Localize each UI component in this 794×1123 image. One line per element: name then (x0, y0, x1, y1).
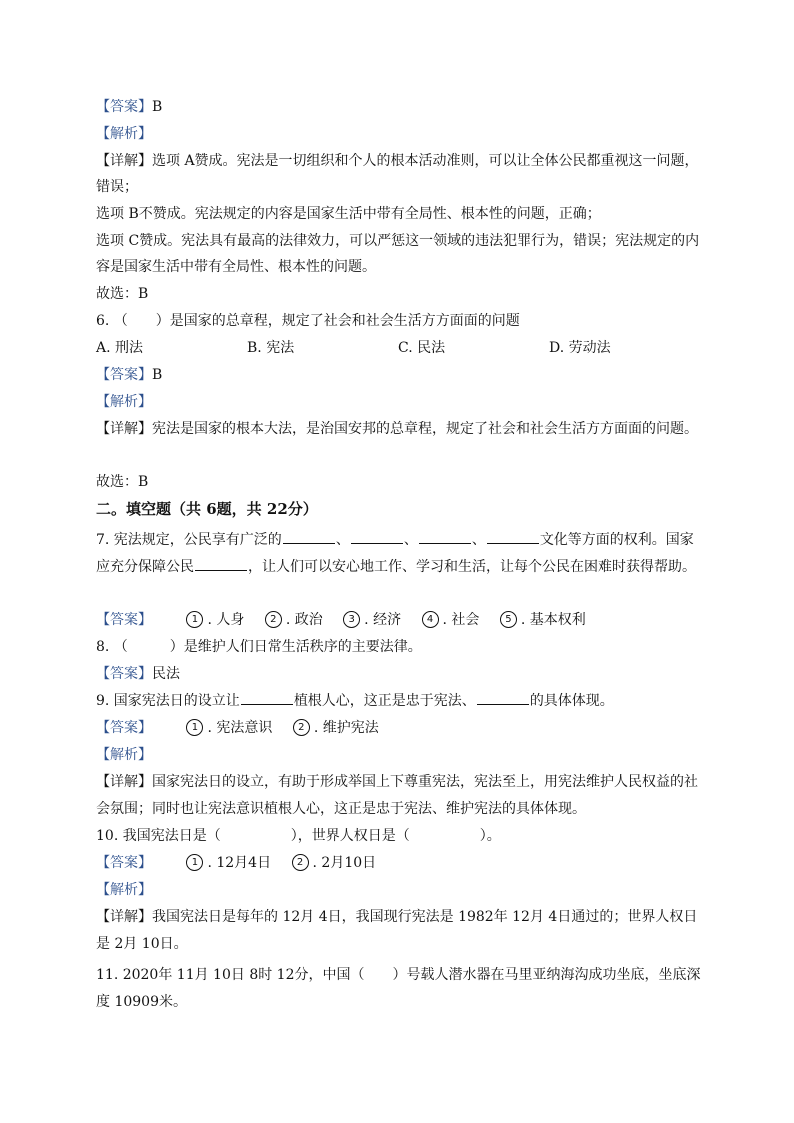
q5-answer: B (152, 99, 163, 115)
q9-answer-line (96, 715, 700, 742)
q8-answer: 民法 (152, 666, 180, 682)
q5-detail-text-1: 选项 A赞成。宪法是一切组织和个人的根本活动准则，可以让全体公民都重视这一问题， (152, 153, 699, 169)
q9-analysis-line (96, 742, 700, 769)
q9-stem-a: 9. 国家宪法日的设立让 (96, 693, 240, 709)
q5-detail-line-4: 选项 C赞成。宪法具有最高的法律效力，可以严惩这一领域的违法犯罪行为，错误；宪法规定的内 (96, 233, 700, 249)
circled-number: 2 (292, 854, 309, 871)
fill-blank (283, 529, 335, 544)
q10-analysis-line (96, 877, 700, 904)
answer-text: . 人身 (207, 612, 245, 628)
answer-text: . 12月4日 (207, 855, 272, 871)
detail-tag: 【详解】 (96, 153, 152, 169)
q5-detail-line-2: 错误； (96, 179, 138, 195)
circled-number: 2 (293, 719, 310, 736)
q6-detail-line (96, 416, 700, 443)
answer-text: . 基本权利 (520, 612, 586, 628)
answer-text: . 宪法意识 (207, 720, 273, 736)
fill-blank (419, 529, 471, 544)
detail-tag: 【详解】 (96, 774, 152, 790)
q7-stem-c: 应充分保障公民 (96, 559, 194, 575)
q6-option-c: C. 民法 (398, 340, 446, 356)
q8-answer-line (96, 661, 700, 688)
q7-answer-line (96, 607, 700, 634)
q7-stem-d: ，让人们可以安心地工作、学习和生活，让每个公民在困难时获得帮助。 (248, 559, 696, 575)
section-title: 二。填空题（共 6题，共 22分） (96, 500, 318, 518)
circled-number: 1 (186, 611, 203, 628)
separator: 、 (403, 532, 418, 548)
q10-stem: 10. 我国宪法日是（ ），世界人权日是（ ）。 (96, 828, 501, 844)
circled-number: 3 (343, 611, 360, 628)
q6-options (96, 335, 700, 362)
circled-number: 1 (186, 719, 203, 736)
separator: 、 (471, 532, 486, 548)
q5-detail-line-1 (96, 148, 700, 174)
q6-detail-text: 宪法是国家的根本大法，是治国安邦的总章程，规定了社会和社会生活方方面面的问题。 (152, 421, 698, 437)
answer-tag: 【答案】 (96, 99, 152, 115)
fill-blank (241, 690, 293, 705)
q9-detail-line-1 (96, 769, 700, 796)
q6-choose-line (96, 469, 700, 496)
q7-stem-a: 7. 宪法规定，公民享有广泛的 (96, 532, 282, 548)
answer-tag: 【答案】 (96, 367, 152, 383)
choose-label: 故选： (96, 474, 138, 490)
q11-stem-line-1: 11. 2020年 11月 10日 8时 12分，中国（ ）号载人潜水器在马里亚纳海沟成功坐底，坐底深 (96, 967, 701, 983)
q7-answer-1 (186, 607, 244, 634)
q5-detail-line-3: 选项 B不赞成。宪法规定的内容是国家生活中带有全局性、根本性的问题，正确； (96, 206, 601, 222)
q7-answer-4 (422, 607, 480, 634)
q6-stem: 6. （ ）是国家的总章程，规定了社会和社会生活方方面面的问题 (96, 313, 520, 329)
detail-tag: 【详解】 (96, 421, 152, 437)
circled-number: 5 (500, 611, 517, 628)
answer-text: . 2月10日 (312, 855, 377, 871)
q10-answer-line (96, 850, 700, 877)
circled-number: 4 (422, 611, 439, 628)
q6-choose-value: B (138, 474, 149, 490)
q5-detail-line-5: 容是国家生活中带有全局性、根本性的问题。 (96, 259, 376, 275)
q9-stem-b: 植根人心，这正是忠于宪法、 (293, 693, 476, 709)
answer-text: . 政治 (285, 612, 323, 628)
answer-text: . 社会 (442, 612, 480, 628)
spacer (96, 581, 700, 607)
q9-stem (96, 688, 700, 715)
answer-text: . 经济 (364, 612, 402, 628)
q6-answer: B (152, 367, 163, 383)
q10-detail-text-1: 我国宪法日是每年的 12月 4日，我国现行宪法是 1982年 12月 4日通过的；世界人权日 (152, 909, 698, 925)
q6-answer-line (96, 362, 700, 389)
q10-detail-line-1 (96, 904, 700, 931)
analysis-tag: 【解析】 (96, 747, 152, 763)
fill-blank (487, 529, 539, 544)
q9-detail-line-2: 会氛围；同时也让宪法意识植根人心，这正是忠于宪法、维护宪法的具体体现。 (96, 801, 586, 817)
fill-blank (351, 529, 403, 544)
circled-number: 1 (186, 854, 203, 871)
q5-choose-line (96, 281, 700, 308)
spacer (96, 443, 700, 469)
document-content (96, 94, 700, 1016)
answer-tag: 【答案】 (96, 720, 152, 736)
q9-answer-1 (186, 715, 272, 742)
q9-stem-c: 的具体体现。 (529, 693, 614, 709)
q7-stem-line-2 (96, 554, 700, 581)
circled-number: 2 (265, 611, 282, 628)
analysis-tag: 【解析】 (96, 394, 152, 410)
q9-detail-text-1: 国家宪法日的设立，有助于形成举国上下尊重宪法，宪法至上，用宪法维护人民权益的社 (152, 774, 698, 790)
q7-answer-5 (500, 607, 586, 634)
fill-blank (477, 690, 529, 705)
q7-stem-b: 文化等方面的权利。国家 (539, 532, 694, 548)
answer-tag: 【答案】 (96, 612, 152, 628)
choose-label: 故选： (96, 286, 138, 302)
q6-option-a: A. 刑法 (96, 340, 144, 356)
q5-analysis-line (96, 121, 700, 148)
q6-option-b: B. 宪法 (247, 340, 295, 356)
q5-choose-value: B (138, 286, 149, 302)
separator: 、 (335, 532, 350, 548)
q9-answer-2 (293, 715, 379, 742)
analysis-tag: 【解析】 (96, 126, 152, 142)
q5-answer-line (96, 94, 700, 121)
q10-answer-2 (292, 850, 377, 877)
q6-option-d: D. 劳动法 (549, 340, 611, 356)
q8-stem: 8. （ ）是维护人们日常生活秩序的主要法律。 (96, 639, 422, 655)
answer-tag: 【答案】 (96, 855, 152, 871)
q6-analysis-line (96, 389, 700, 416)
answer-text: . 维护宪法 (313, 720, 379, 736)
fill-blank (195, 556, 247, 571)
analysis-tag: 【解析】 (96, 882, 152, 898)
q11-stem-line-2: 度 10909米。 (96, 994, 187, 1010)
answer-tag: 【答案】 (96, 666, 152, 682)
q7-answer-3 (343, 607, 401, 634)
detail-tag: 【详解】 (96, 909, 152, 925)
q10-detail-line-2: 是 2月 10日。 (96, 936, 188, 952)
q10-answer-1 (186, 850, 271, 877)
q7-answer-2 (265, 607, 323, 634)
q7-stem-line-1 (96, 527, 700, 554)
